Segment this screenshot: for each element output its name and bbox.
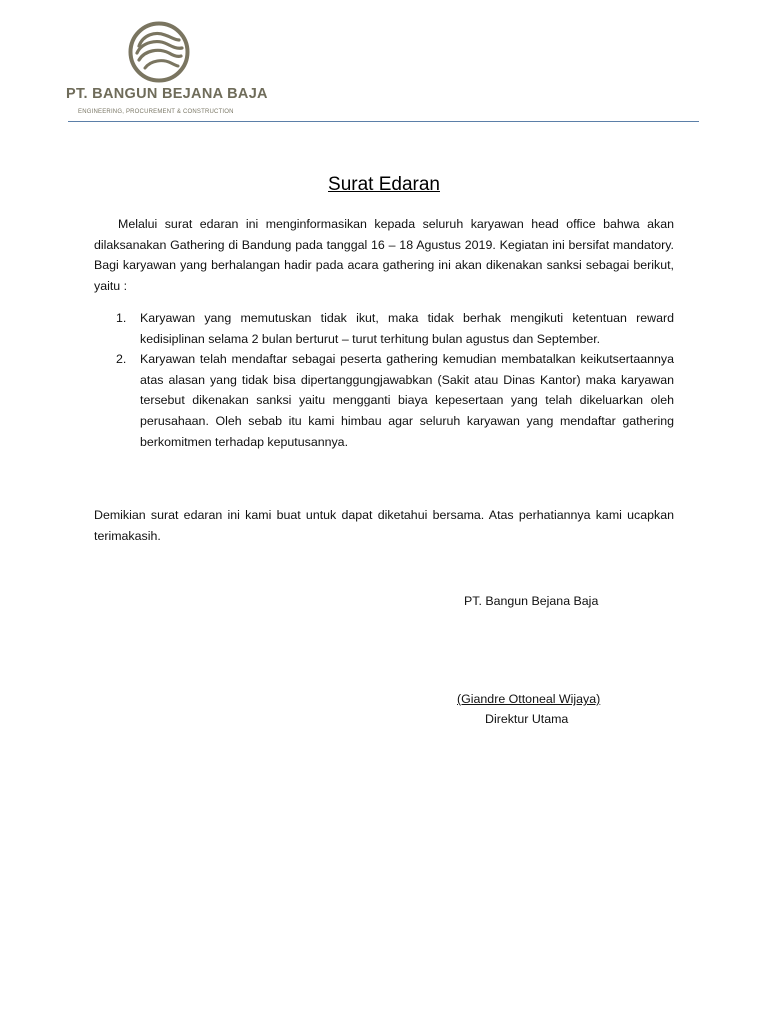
list-item (94, 308, 674, 349)
list-item-number: 2. (116, 352, 127, 367)
header-divider (68, 121, 699, 122)
list-item (94, 349, 674, 452)
signature-company: PT. Bangun Bejana Baja (464, 594, 599, 608)
signer-position: Direktur Utama (485, 712, 569, 726)
closing-paragraph: Demikian surat edaran ini kami buat untuk dapat diketahui bersama. Atas perhatiannya kami ucapkan terimakasih. (94, 508, 674, 543)
list-item-text: Karyawan yang memutuskan tidak ikut, maka tidak berhak mengikuti ketentuan reward kedisiplinan selama 2 bulan berturut – turut terhitung bulan agustus dan September. (140, 311, 674, 346)
document-title: Surat Edaran (328, 174, 440, 195)
sanction-list (94, 308, 674, 452)
company-name: PT. BANGUN BEJANA BAJA (66, 86, 268, 102)
letterhead (0, 0, 768, 130)
list-item-number: 1. (116, 311, 127, 325)
list-item-text: Karyawan telah mendaftar sebagai peserta gathering kemudian membatalkan keikutsertaannya atas alasan yang tidak bisa dipertanggungjawabkan (Sakit atau Dinas Kantor) maka karyawan tersebut dikenakan sanksi yaitu mengganti biaya kepesertaan yang telah dikeluarkan oleh perusahaan. Oleh sebab itu kami himbau agar seluruh karyawan yang mendaftar gathering berkomitmen terhadap keputusannya. (140, 352, 674, 449)
company-tagline: ENGINEERING, PROCUREMENT & CONSTRUCTION (78, 109, 234, 115)
intro-paragraph: Melalui surat edaran ini menginformasikan kepada seluruh karyawan head office bahwa akan dilaksanakan Gathering di Bandung pada tanggal 16 – 18 Agustus 2019. Kegiatan ini bersifat mandatory. Bagi karyawan yang berhalangan hadir pada acara gathering ini akan dikenakan sanksi sebagai berikut, yaitu : (94, 217, 674, 293)
company-logo-icon (127, 20, 191, 84)
signer-name: (Giandre Ottoneal Wijaya) (457, 692, 601, 706)
